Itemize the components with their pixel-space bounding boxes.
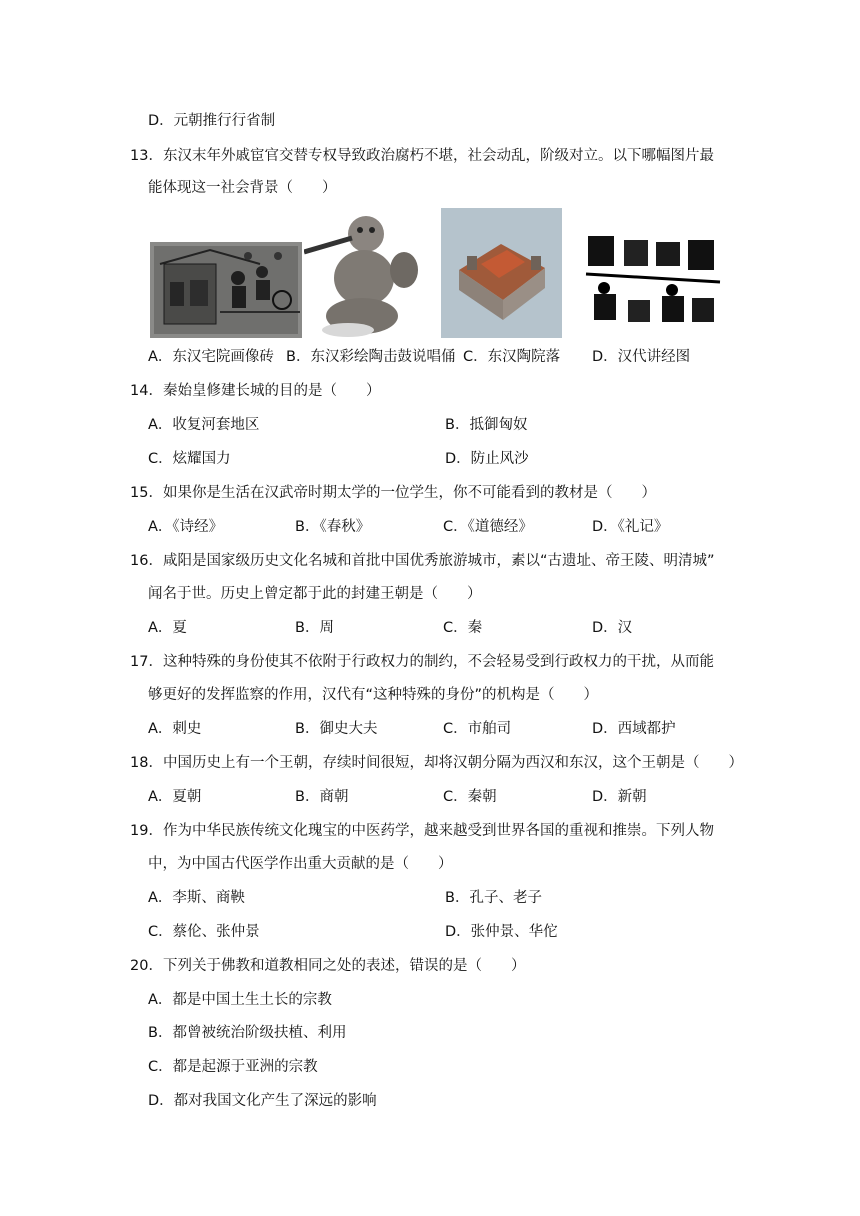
q17-option-b: B．御史大夫	[295, 721, 378, 737]
q17-stem-line1: 17．这种特殊的身份使其不依附于行政权力的制约，不会轻易受到行政权力的干扰，从而能	[130, 654, 714, 670]
q18-stem: 18．中国历史上有一个王朝，存续时间很短，却将汉朝分隔为西汉和东汉，这个王朝是（ ）	[130, 755, 743, 771]
q16-stem-line2: 闻名于世。历史上曾定都于此的封建王朝是（ ）	[148, 586, 482, 602]
q12-option-d: D．元朝推行行省制	[148, 113, 276, 129]
q16-stem-line1: 16．咸阳是国家级历史文化名城和首批中国优秀旅游城市，素以“古遗址、帝王陵、明清城”	[130, 553, 715, 569]
q14-option-c: C．炫耀国力	[148, 451, 231, 467]
q20-option-a: A．都是中国土生土长的宗教	[148, 992, 332, 1008]
q15-stem: 15．如果你是生活在汉武帝时期太学的一位学生，你不可能看到的教材是（ ）	[130, 485, 656, 501]
q19-option-d: D．张仲景、华佗	[445, 924, 558, 940]
q16-option-c: C．秦	[443, 620, 483, 636]
q15-option-d: D．《礼记》	[592, 519, 669, 535]
q19-option-a: A．李斯、商鞅	[148, 890, 245, 906]
q19-stem-line1: 19．作为中华民族传统文化瑰宝的中医药学，越来越受到世界各国的重视和推崇。下列人物	[130, 823, 714, 839]
eastern-han-drummer-figurine-image	[304, 208, 436, 338]
q13-stem-line2: 能体现这一社会背景（ ）	[148, 180, 337, 196]
eastern-han-courtyard-brick-image	[150, 242, 302, 338]
q17-stem-line2: 够更好的发挥监察的作用，汉代有“这种特殊的身份”的机构是（ ）	[148, 687, 599, 703]
q18-option-c: C．秦朝	[443, 789, 497, 805]
han-lecture-scene-image	[584, 230, 722, 332]
q14-option-b: B．抵御匈奴	[445, 417, 528, 433]
q14-option-d: D．防止风沙	[445, 451, 529, 467]
eastern-han-pottery-courtyard-image	[441, 208, 562, 338]
q20-option-c: C．都是起源于亚洲的宗教	[148, 1059, 318, 1075]
q17-option-c: C．市舶司	[443, 721, 512, 737]
q13-option-c: C．东汉陶院落	[463, 349, 561, 365]
q19-option-c: C．蔡伦、张仲景	[148, 924, 260, 940]
q16-option-d: D．汉	[592, 620, 633, 636]
q18-option-b: B．商朝	[295, 789, 349, 805]
q18-option-d: D．新朝	[592, 789, 647, 805]
q20-stem: 20．下列关于佛教和道教相同之处的表述，错误的是（ ）	[130, 958, 526, 974]
q13-option-b: B．东汉彩绘陶击鼓说唱俑	[286, 349, 456, 365]
q14-option-a: A．收复河套地区	[148, 417, 260, 433]
q15-option-a: A．《诗经》	[148, 519, 224, 535]
q16-option-a: A．夏	[148, 620, 187, 636]
q16-option-b: B．周	[295, 620, 334, 636]
q18-option-a: A．夏朝	[148, 789, 202, 805]
q15-option-b: B．《春秋》	[295, 519, 371, 535]
q13-option-a: A．东汉宅院画像砖	[148, 349, 274, 365]
q14-stem: 14．秦始皇修建长城的目的是（ ）	[130, 383, 381, 399]
q13-stem-line1: 13．东汉末年外戚宦官交替专权导致政治腐朽不堪，社会动乱，阶级对立。以下哪幅图片最	[130, 148, 714, 164]
q20-option-b: B．都曾被统治阶级扶植、利用	[148, 1025, 347, 1041]
q17-option-d: D．西域都护	[592, 721, 676, 737]
q15-option-c: C．《道德经》	[443, 519, 533, 535]
q13-option-d: D．汉代讲经图	[592, 349, 691, 365]
q20-option-d: D．都对我国文化产生了深远的影响	[148, 1093, 377, 1109]
q17-option-a: A．刺史	[148, 721, 202, 737]
q19-stem-line2: 中，为中国古代医学作出重大贡献的是（ ）	[148, 856, 453, 872]
q19-option-b: B．孔子、老子	[445, 890, 542, 906]
